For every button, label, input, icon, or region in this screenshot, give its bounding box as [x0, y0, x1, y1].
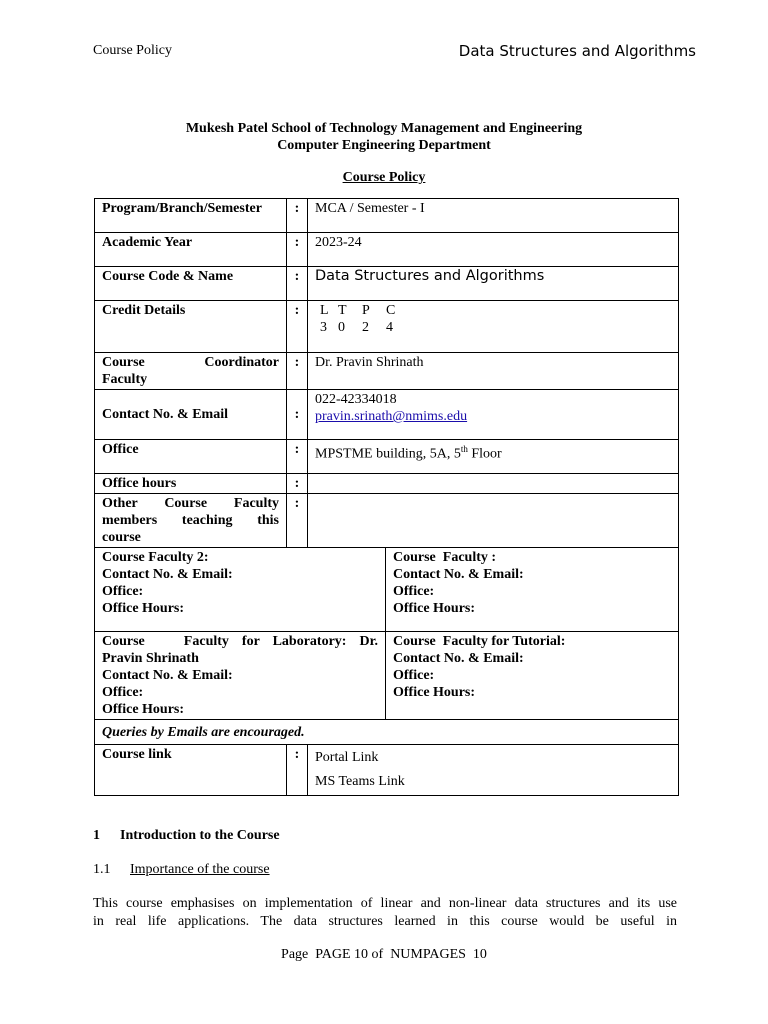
ms-teams-link[interactable]: MS Teams Link: [315, 774, 405, 789]
colon: :: [287, 440, 308, 474]
table-row: [95, 301, 679, 353]
tutorial-line4: Office Hours:: [393, 685, 476, 700]
intro-paragraph: [93, 895, 677, 935]
subsection-title: Importance of the course: [130, 862, 270, 877]
section-title: Introduction to the Course: [120, 828, 280, 843]
course-faculty-block: [386, 548, 679, 632]
page-footer: Page PAGE 10 of NUMPAGES 10: [281, 947, 487, 962]
office-value-sup: th: [460, 444, 468, 454]
course-code-label: Course Code & Name: [95, 267, 287, 301]
contact-email-link[interactable]: pravin.srinath@nmims.edu: [315, 409, 468, 424]
table-row: [95, 494, 679, 548]
tutorial-line2: Contact No. & Email:: [393, 651, 524, 666]
coordinator-label-word1: Course: [102, 355, 145, 370]
faculty2-line3: Office:: [102, 584, 144, 599]
other-faculty-label: [95, 494, 287, 548]
table-row: [95, 353, 679, 390]
paragraph-line2: in real life applications. The data structures learned in this course would be useful in: [93, 914, 677, 929]
colon: :: [287, 353, 308, 390]
lab-line2: Pravin Shrinath: [102, 651, 199, 666]
table-row: [95, 720, 679, 745]
credit-header-t: T: [338, 303, 347, 318]
other-faculty-line3: course: [102, 530, 141, 545]
colon: :: [287, 474, 308, 494]
section-heading-1-1: [93, 862, 270, 878]
other-faculty-line2: members teaching this: [102, 513, 279, 528]
credit-value-l: 3: [320, 320, 327, 335]
lab-line4: Office:: [102, 685, 144, 700]
colon: :: [287, 745, 308, 796]
table-row: [95, 440, 679, 474]
table-row: [95, 233, 679, 267]
tutorial-line1: Course Faculty for Tutorial:: [393, 634, 566, 649]
school-name: Mukesh Patel School of Technology Management and Engineering: [185, 121, 583, 136]
faculty-right-line4: Office Hours:: [393, 601, 476, 616]
faculty-right-line1: Course Faculty :: [393, 550, 497, 565]
course-policy-table: [94, 198, 679, 796]
office-value: [308, 440, 679, 474]
portal-link[interactable]: Portal Link: [315, 750, 379, 765]
coordinator-label-word2: Coordinator: [204, 355, 279, 370]
program-value: MCA / Semester - I: [308, 199, 679, 233]
credit-value-c: 4: [386, 320, 393, 335]
table-row: [95, 199, 679, 233]
section-number: 1: [93, 828, 100, 843]
office-hours-value: [308, 474, 679, 494]
colon: :: [287, 494, 308, 548]
tutorial-line3: Office:: [393, 668, 435, 683]
contact-phone: 022-42334018: [315, 392, 397, 407]
header-right: Data Structures and Algorithms: [458, 42, 696, 60]
course-link-label: Course link: [95, 745, 287, 796]
lab-line1: Course Faculty for Laboratory: Dr.: [102, 634, 378, 649]
faculty2-line1: Course Faculty 2:: [102, 550, 209, 565]
course-link-value: [308, 745, 679, 796]
department-name: Computer Engineering Department: [277, 138, 491, 153]
office-label: Office: [95, 440, 287, 474]
credit-header-l: L: [320, 303, 329, 318]
subsection-number: 1.1: [93, 862, 111, 877]
colon: :: [287, 267, 308, 301]
table-row: [95, 267, 679, 301]
coordinator-label: [95, 353, 287, 390]
table-row: [95, 548, 679, 632]
contact-value: [308, 390, 679, 440]
faculty2-line2: Contact No. & Email:: [102, 567, 233, 582]
table-row: [95, 390, 679, 440]
table-row: [95, 632, 679, 720]
table-row: [95, 474, 679, 494]
program-label: Program/Branch/Semester: [95, 199, 287, 233]
lab-line5: Office Hours:: [102, 702, 185, 717]
paragraph-line1: This course emphasises on implementation of linear and non-linear data structures and its use: [93, 896, 677, 911]
other-faculty-value: [308, 494, 679, 548]
table-row: [95, 745, 679, 796]
coordinator-label-word3: Faculty: [102, 372, 148, 387]
course-name-value: Data Structures and Algorithms: [308, 267, 679, 301]
academic-year-label: Academic Year: [95, 233, 287, 267]
other-faculty-line1: Other Course Faculty: [102, 496, 279, 511]
colon: :: [287, 390, 308, 440]
lab-line3: Contact No. & Email:: [102, 668, 233, 683]
lab-faculty-block: [95, 632, 386, 720]
credit-grid: [315, 302, 671, 336]
faculty-right-line2: Contact No. & Email:: [393, 567, 524, 582]
section-heading-1: [93, 828, 280, 844]
queries-note: Queries by Emails are encouraged.: [95, 720, 679, 745]
tutorial-faculty-block: [386, 632, 679, 720]
office-hours-label: Office hours: [95, 474, 287, 494]
document-title: Course Policy: [342, 170, 426, 185]
coordinator-value: Dr. Pravin Shrinath: [308, 353, 679, 390]
faculty2-line4: Office Hours:: [102, 601, 185, 616]
credit-header-p: P: [362, 303, 370, 318]
credit-value-t: 0: [338, 320, 345, 335]
credit-value-p: 2: [362, 320, 369, 335]
course-faculty-2-block: [95, 548, 386, 632]
colon: :: [287, 301, 308, 353]
credit-details-label: Credit Details: [95, 301, 287, 353]
colon: :: [287, 199, 308, 233]
office-value-main: MPSTME building, 5A, 5: [315, 446, 461, 462]
credit-header-c: C: [386, 303, 396, 318]
colon: :: [287, 233, 308, 267]
faculty-right-line3: Office:: [393, 584, 435, 599]
office-value-floor: Floor: [467, 446, 502, 462]
contact-label: Contact No. & Email: [95, 390, 287, 440]
academic-year-value: 2023-24: [308, 233, 679, 267]
credit-details-value: [308, 301, 679, 353]
header-left: Course Policy: [93, 43, 172, 58]
